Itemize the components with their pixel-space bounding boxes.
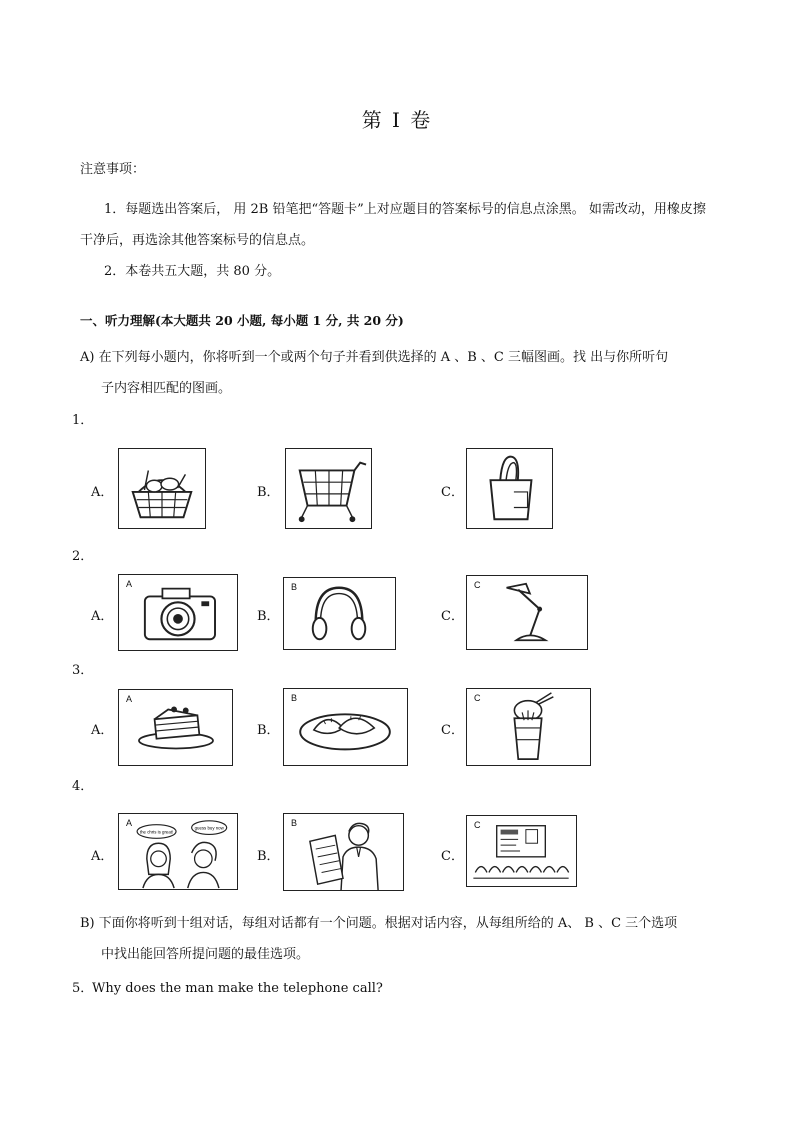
option-picture[interactable] — [118, 448, 206, 529]
option-picture[interactable] — [466, 575, 588, 650]
part-b-instruction-line-1: B) 下面你将听到十组对话，每组对话都有一个问题。根据对话内容，从每组所给的 A、 B 、C 三个选项 — [80, 916, 678, 931]
option-corner-letter: A — [126, 579, 133, 589]
cake-icon — [119, 690, 232, 765]
question-number: 2． — [72, 549, 94, 564]
option-picture[interactable] — [466, 688, 591, 766]
camera-icon — [119, 575, 237, 650]
option-label: B． — [257, 849, 280, 864]
desk-lamp-icon — [467, 576, 587, 649]
option-corner-letter: A — [126, 818, 133, 828]
option-corner-letter: B — [291, 582, 298, 592]
speech-bubble-right: guess buy now — [194, 825, 224, 831]
option-label: A． — [91, 609, 114, 624]
noodles-cup-icon — [467, 689, 590, 765]
part-b-instruction-line-2: 中找出能回答所提问题的最佳选项。 — [101, 947, 310, 962]
option-picture[interactable] — [118, 813, 238, 890]
option-picture[interactable] — [118, 574, 238, 651]
option-picture[interactable] — [283, 813, 404, 891]
cinema-audience-icon — [467, 816, 576, 886]
question-number: 1． — [72, 413, 94, 428]
option-label: A． — [91, 723, 114, 738]
option-label: C． — [441, 723, 464, 738]
option-picture[interactable] — [118, 689, 233, 766]
option-label: C． — [441, 485, 464, 500]
option-picture[interactable] — [283, 577, 396, 650]
option-label: B． — [257, 485, 280, 500]
tote-bag-icon — [467, 449, 552, 528]
note-item-2: 2．本卷共五大题，共 80 分。 — [104, 264, 281, 279]
option-corner-letter: B — [291, 818, 298, 828]
chatting-people-icon — [119, 814, 237, 889]
option-corner-letter: C — [474, 693, 481, 703]
speech-bubble-left: the chris is great! — [139, 829, 174, 835]
basket-icon — [119, 449, 205, 528]
notes-heading: 注意事项： — [80, 162, 146, 177]
question-number: 5． — [72, 981, 94, 996]
option-label: B． — [257, 609, 280, 624]
question-text: Why does the man make the telephone call? — [92, 981, 383, 996]
option-label: A． — [91, 849, 114, 864]
part-a-instruction-line-1: A) 在下列每小题内，你将听到一个或两个句子并看到供选择的 A 、B 、C 三幅图画。找 出与你所听句 — [80, 350, 669, 365]
option-picture[interactable] — [285, 448, 372, 529]
option-picture[interactable] — [466, 448, 553, 529]
option-label: C． — [441, 609, 464, 624]
headphones-icon — [284, 578, 395, 649]
note-item-1-line-1: 1．每题选出答案后， 用 2B 铅笔把“答题卡”上对应题目的答案标号的信息点涂黑。 如需改动，用橡皮擦 — [104, 202, 706, 217]
part-a-instruction-line-2: 子内容相匹配的图画。 — [101, 381, 232, 396]
note-item-1-line-2: 干净后，再选涂其他答案标号的信息点。 — [80, 233, 315, 248]
option-label: B． — [257, 723, 280, 738]
option-picture[interactable] — [466, 815, 577, 887]
option-corner-letter: A — [126, 694, 133, 704]
shopping-cart-icon — [286, 449, 371, 528]
option-corner-letter: C — [474, 580, 481, 590]
section-heading: 一、听力理解(本大题共 20 小题, 每小题 1 分, 共 20 分) — [80, 313, 404, 328]
man-reading-newspaper-icon — [284, 814, 403, 890]
option-label: C． — [441, 849, 464, 864]
option-corner-letter: B — [291, 693, 298, 703]
option-label: A． — [91, 485, 114, 500]
question-number: 4． — [72, 779, 94, 794]
question-number: 3． — [72, 663, 94, 678]
dumplings-icon — [284, 689, 407, 765]
option-picture[interactable] — [283, 688, 408, 766]
page-title: 第 I 卷 — [361, 108, 433, 132]
option-corner-letter: C — [474, 820, 481, 830]
